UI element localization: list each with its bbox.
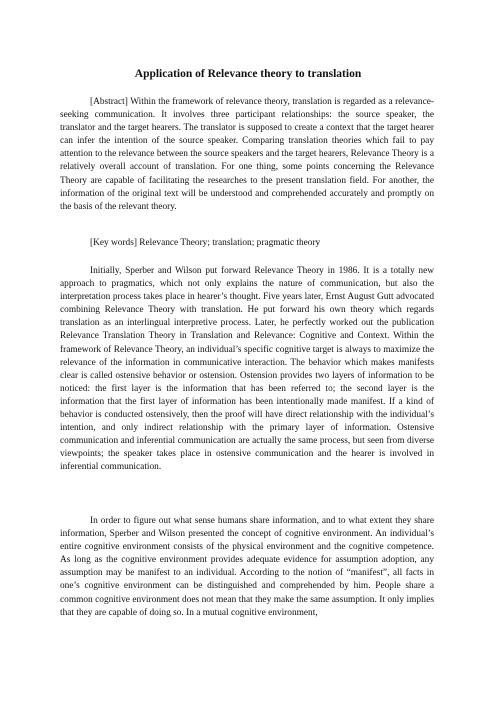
keywords-paragraph: [Key words] Relevance Theory; translation; pragmatic theory bbox=[90, 238, 321, 248]
body-paragraph-1: Initially, Sperber and Wilson put forward Relevance Theory in 1986. It is a totally new approach to pragmatics, which not only explains the nature of communication, but also the interpretation process takes place in hearer’s thought. Five years later, Ernst August Gutt advocated combining Relevance Theory with translation. He put forward his own theory which regards translation as an interlingual interpretive process. Later, he perfectly worked out the publication Relevance Translation Theory in Translation and Relevance: Cognitive and Context. Within the framework of Relevance Theory, an individual’s specific cognitive target is always to maximize the relevance of the information in communicative interaction. The behavior which makes manifests clear is called ostensive behavior or ostension. Ostension provides two layers of information to be noticed: the first layer is the information that has been referred to; the second layer is the information that the first layer of information has been intentionally made manifest. If a kind of behavior is conducted ostensively, then the proof will have direct relationship with the individual’s intention, and only indirect relationship with the primary layer of information. Ostensive communication and inferential communication are actually the same process, but seen from diverse viewpoints; the speaker takes place in ostensive communication and the hearer is involved in inferential communication. bbox=[60, 266, 434, 473]
abstract-paragraph: [Abstract] Within the framework of relevance theory, translation is regarded as a relevance-seeking communication. It involves three participant relationships: the source speaker, the translator and the target hearers. The translator is supposed to create a context that the target hearer can infer the intention of the source speaker. Comparing translation theories which fail to pay attention to the relevance between the source speakers and the target hearers, Relevance Theory is a relatively overall account of translation. For one thing, some points concerning the Relevance Theory are capable of facilitating the researches to the present translation field. For another, the information of the original text will be understood and comprehended accurately and promptly on the basis of the relevant theory. bbox=[60, 97, 434, 212]
page-title: Application of Relevance theory to translation bbox=[134, 68, 362, 80]
body-paragraph-2: In order to figure out what sense humans share information, and to what extent they share information, Sperber and Wilson presented the concept of cognitive environment. An individual’s entire cognitive environment consists of the physical environment and the cognitive competence. As long as the cognitive environment provides adequate evidence for assumption adoption, any assumption may be manifest to an individual. According to the notion of “manifest”, all facts in one’s cognitive environment can be distinguished and comprehended by him. People share a common cognitive environment does not mean that they make the same assumption. It only implies that they are capable of doing so. In a mutual cognitive environment, bbox=[60, 516, 434, 618]
